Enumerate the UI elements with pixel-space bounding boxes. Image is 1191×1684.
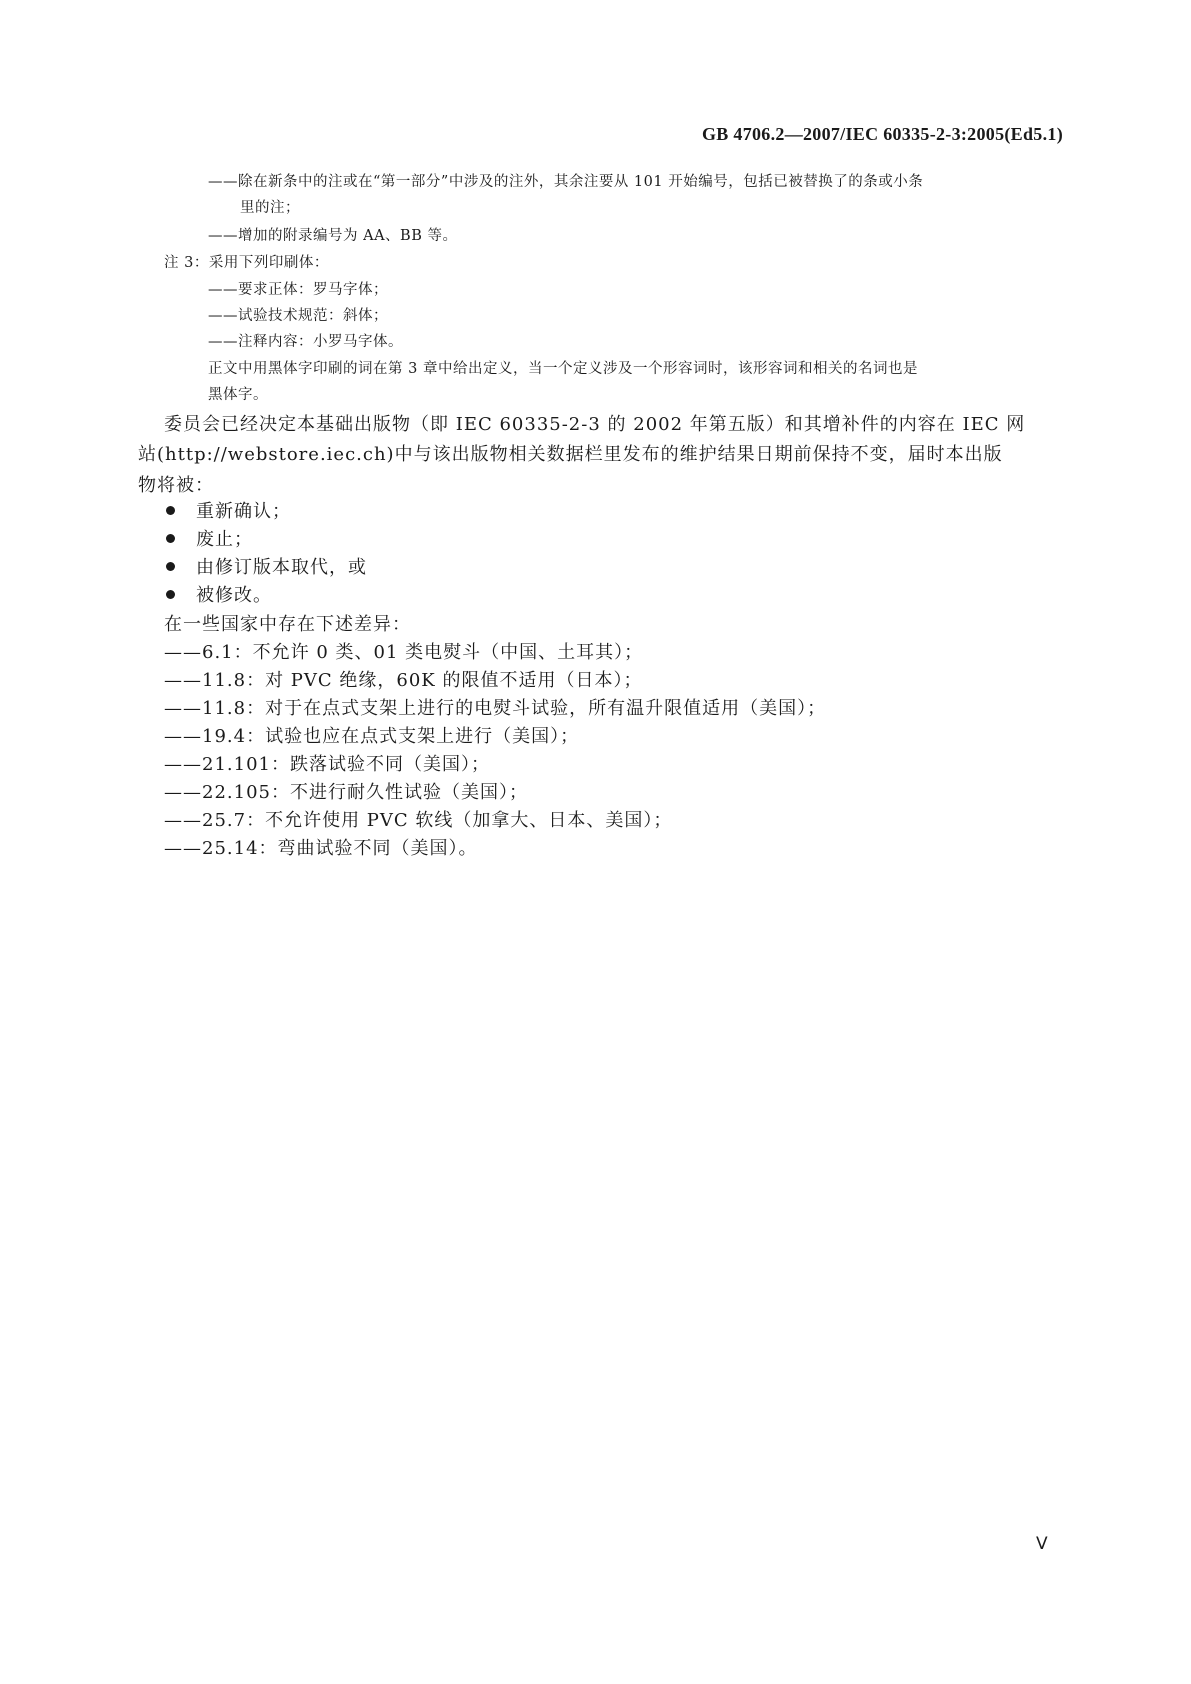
bullet-item: 由修订版本取代，或	[196, 557, 367, 578]
difference-item: ——11.8：对 PVC 绝缘，60K 的限值不适用（日本）；	[164, 670, 643, 691]
committee-paragraph-line: 委员会已经决定本基础出版物（即 IEC 60335-2-3 的 2002 年第五版）和其增补件的内容在 IEC 网	[164, 414, 1026, 435]
difference-item: ——19.4：试验也应在点式支架上进行（美国）；	[164, 726, 580, 747]
difference-item: ——25.7：不允许使用 PVC 软线（加拿大、日本、美国）；	[164, 810, 673, 831]
bullet-icon	[166, 534, 175, 543]
note-3-paragraph-line: 正文中用黑体字印刷的词在第 3 章中给出定义，当一个定义涉及一个形容词时，该形容词和相关的名词也是	[208, 361, 918, 377]
difference-item: ——25.14：弯曲试验不同（美国）。	[164, 838, 478, 859]
difference-item: ——11.8：对于在点式支架上进行的电熨斗试验，所有温升限值适用（美国）；	[164, 698, 827, 719]
differences-intro: 在一些国家中存在下述差异：	[164, 614, 411, 635]
difference-item: ——22.105：不进行耐久性试验（美国）；	[164, 782, 528, 803]
bullet-icon	[166, 562, 175, 571]
note-3-paragraph-line: 黑体字。	[208, 387, 268, 403]
note-3-item: ——注释内容：小罗马字体。	[208, 334, 403, 350]
committee-paragraph-line: 物将被：	[138, 475, 214, 496]
bullet-icon	[166, 590, 175, 599]
bullet-item: 被修改。	[196, 585, 272, 606]
note-line: 里的注；	[240, 200, 300, 216]
bullet-item: 重新确认；	[196, 501, 291, 522]
document-header: GB 4706.2—2007/IEC 60335-2-3:2005(Ed5.1)	[701, 124, 1063, 144]
committee-paragraph-line: 站(http://webstore.iec.ch)中与该出版物相关数据栏里发布的维护结果日期前保持不变，届时本出版	[138, 444, 1003, 465]
page-number: Ⅴ	[1036, 1534, 1048, 1553]
note-3-label: 注 3：采用下列印刷体：	[164, 255, 329, 271]
difference-item: ——6.1：不允许 0 类、01 类电熨斗（中国、土耳其）；	[164, 642, 644, 663]
note-line: ——增加的附录编号为 AA、BB 等。	[208, 228, 458, 244]
bullet-icon	[166, 506, 175, 515]
note-line: ——除在新条中的注或在“第一部分”中涉及的注外，其余注要从 101 开始编号，包括已被替换了的条或小条	[208, 174, 924, 190]
note-3-item: ——要求正体：罗马字体；	[208, 282, 388, 298]
bullet-item: 废止；	[196, 529, 253, 550]
note-3-item: ——试验技术规范：斜体；	[208, 308, 388, 324]
difference-item: ——21.101：跌落试验不同（美国）；	[164, 754, 490, 775]
